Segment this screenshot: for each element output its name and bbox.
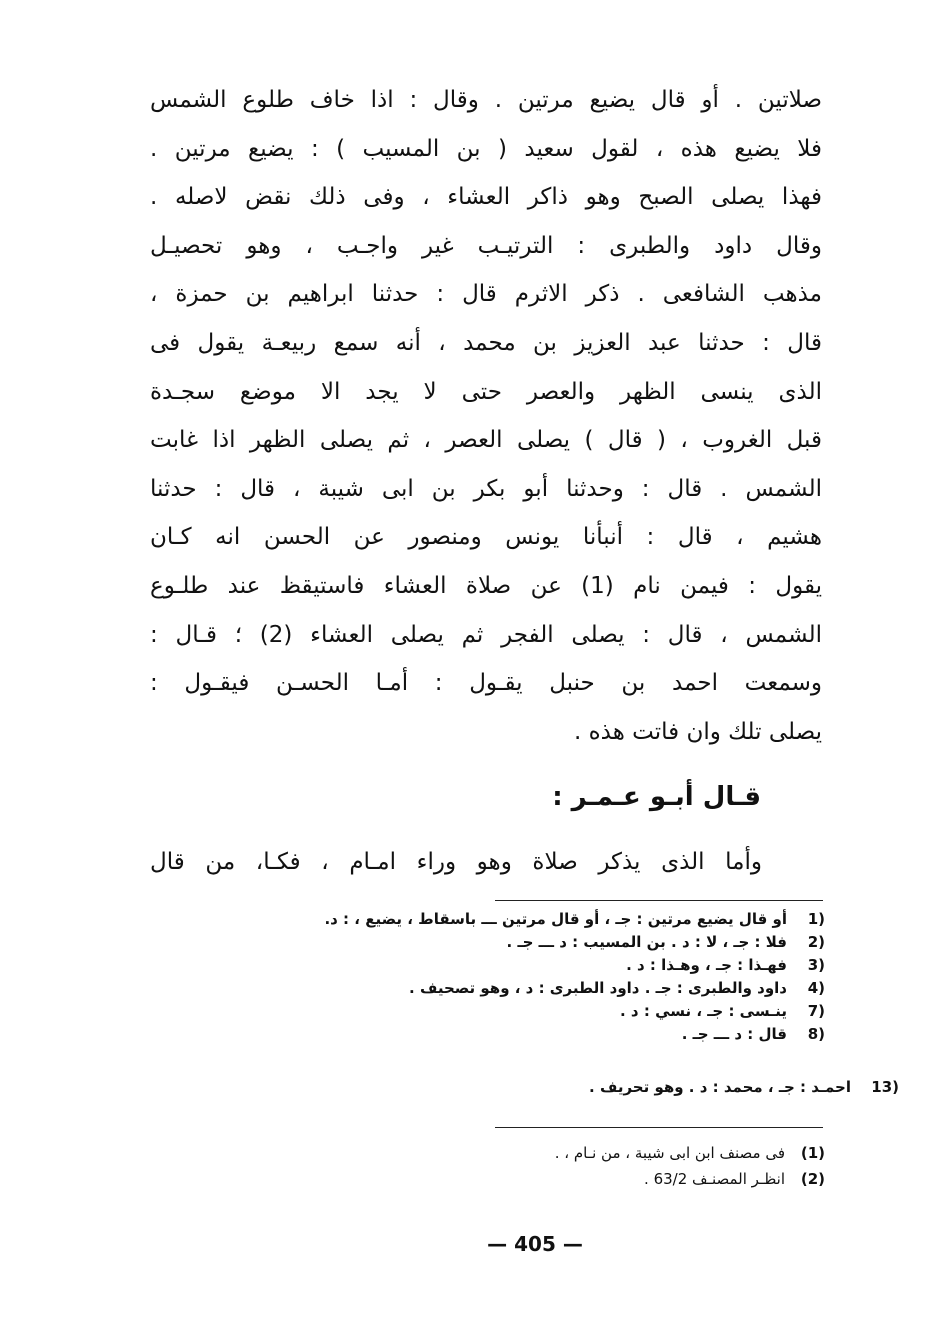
reference-number: (2) [800,1170,825,1188]
variant-note [125,908,825,931]
text-line: الذى ينسى الظهر والعصر حتى لا يجد الا موضع سجـدة [150,378,822,405]
note-text: احمـد : جـ ، محمد : د . وهو تحريف . [589,1078,851,1096]
footnote-divider [495,900,823,901]
variant-note [125,954,825,977]
reference-note [325,1166,825,1192]
note-number: 8) [807,1025,825,1043]
text-line: مذهب الشافعى . ذكر الاثرم قال : حدثنا ابراهيم بن حمزة ، [150,281,822,308]
references-divider [495,1127,823,1128]
text-line: فلا يضيع هذه ، لقول سعيد ( بن المسيب ) : يضيع مرتين . [150,135,822,162]
note-text: أو قال يضيع مرتين : جـ ، أو قال مرتين ـــ باسقاط ، يضيع ، : د. [324,910,787,928]
note-number: 13) [871,1078,899,1096]
note-number: 3) [807,956,825,974]
note-text: فهـذا : جـ ، وهـذا : د . [626,956,787,974]
note-number: 4) [807,979,825,997]
text-line: الشمس ، قال : يصلى الفجر ثم يصلى العشاء (2) ؛ قـال : [150,621,822,648]
note-number: 1) [807,910,825,928]
variant-note [125,1023,825,1046]
text-line: الشمس . قال : وحدثنا أبو بكر بن ابى شيبة ، قال : حدثنا [150,475,822,502]
text-line: وسمعت احمد بن حنبل يقـول : أمـا الحسـن فيقـول : [150,670,822,697]
variant-note [125,1000,825,1023]
reference-number: (1) [800,1144,825,1162]
text-line: صلاتين . أو قال يضيع مرتين . وقال : اذا خاف طلوع الشمس [150,87,822,113]
reference-text: انظـر المصنـف 63/2 . [644,1170,785,1188]
reference-note [325,1140,825,1166]
text-line: هشيم ، قال : أنبأنا يونس ومنصور عن الحسن انه كـان [150,524,822,551]
note-text: قال : د ـــ جـ . [681,1025,787,1043]
text-line: يقول : فيمن نام (1) عن صلاة العشاء فاستيقظ عند طلـوع [150,572,822,599]
note-number: 7) [807,1002,825,1020]
text-line: قال : حدثنا عبد العزيز بن محمد ، أنه سمع ربيعـة يقول فى [150,329,822,356]
note-text: فلا : جـ ، لا : د . بن المسيب : د ـــ جـ . [506,933,787,951]
note-text: داود والطبرى : جـ . داود الطبرى : د ، وهو تصحيف . [409,979,787,997]
variant-note [125,977,825,1000]
note-number: 2) [807,933,825,951]
text-line: يصلى تلك وان فاتت هذه . [573,718,822,745]
reference-text: فى مصنف ابن ابى شيبة ، من نـام ، . [554,1144,785,1162]
reference-notes [325,1140,825,1192]
variant-note-13 [589,1078,899,1096]
variant-notes [125,908,825,1046]
text-line: قبل الغروب ، ( قال ) يصلى العصر ، ثم يصلى الظهر اذا غابت [150,427,822,454]
variant-note [125,931,825,954]
paragraph-start: وأما الذى يذكر صلاة وهو وراء امـام ، فكـا، من قال [150,849,762,875]
main-text [150,76,822,756]
section-heading: قـال أبـو عـمـر : [552,782,761,812]
page-number: — 405 — [487,1232,583,1256]
text-line: فهذا يصلى الصبح وهو ذاكر العشاء ، وفى ذلك نقض لاصله . [150,184,822,211]
note-text: ينـسى : جـ ، نسي : د . [620,1002,787,1020]
text-line: وقال داود والطبرى : الترتيـب غير واجـب ، وهو تحصيـل [150,232,822,259]
